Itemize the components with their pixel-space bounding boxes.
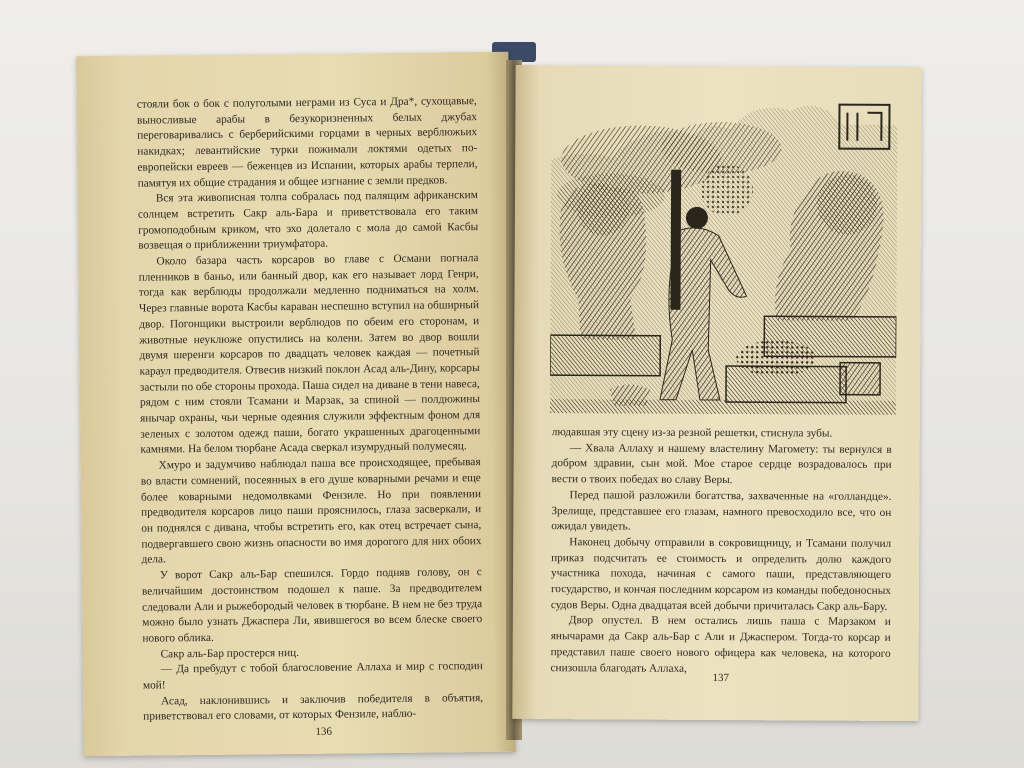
paragraph: стояли бок о бок с полуголыми неграми из Суса и Дра*, сухощавые, выносливые арабы в безукоризненных белых джубах переговаривались с берберийскими горцами в черных верблюжьих накидках; левантийские турки пожимали локтями одетых по-европейски евреев — беженцев из Испании, которых арабы терпели, памятуя их общие страдания и общее изгнание с земли предков. [136, 95, 478, 190]
page-number-left: 136 [315, 725, 332, 738]
engraving-illustration [550, 99, 898, 415]
paragraph: Перед пашой разложили богатства, захваченные на «голландце». Зрелище, представшее его глазам, намного превосходило все, что он ожидал увидеть. [551, 489, 892, 533]
paragraph: Двор опустел. В нем остались лишь паша с Марзаком и янычарами да Сакр аль-Бар с Али и Джаспером. Тогда-то корсар и представил паше своего нового офицера как человека, на которого снизошла благодать Аллаха, [550, 614, 891, 675]
paragraph: У ворот Сакр аль-Бар спешился. Гордо подняв голову, он с величайшим достоинством подошел к паше. За предводителем следовали Али и рыжебородый человек в тюрбане. В нем не без труда можно было узнать Джаспера Ли, явившегося во всем блеске своего нового облика. [141, 566, 483, 645]
paragraph: Хмуро и задумчиво наблюдал паша все происходящее, пребывая во власти сомнений, посеянных в его душе коварными речами и еще более коварными недомолвками Фензиле. Но при появлении предводителя корсаров лицо паши прояснилось, глаза засверкали, и он поднялся с дивана, чтобы встретить его, как отец встречает сына, подвергавшего свою жизнь опасности во имя дорогого для них обоих дела. [140, 456, 482, 567]
left-page [76, 52, 515, 756]
paragraph: Сакр аль-Бар простерся ниц. [160, 646, 300, 661]
paragraph: — Да пребудут с тобой благословение Аллаха и мир с господин мой! [142, 660, 483, 692]
paragraph: Наконец добычу отправили в сокровищницу, и Тсамани получил приказ подсчитать ее стоимость и определить долю каждого участника похода, начиная с самого паши, представляющего государство, и кончая последним корсаром из команды победоносных судов Веры. Одна двадцатая всей добычи причиталась Сакр аль-Бару. [550, 536, 892, 613]
left-page-text [137, 94, 484, 726]
right-page [512, 65, 921, 721]
right-page-text [551, 425, 892, 678]
page-number-right: 137 [712, 671, 730, 685]
paragraph: — Хвала Аллаху и нашему властелину Магомету: ты вернулся в добром здравии, сын мой. Мое старое сердце возрадовалось при вести о твоих победах во славу Веры. [551, 441, 892, 487]
paragraph: Асад, наклонившись и заключив победителя в объятия, приветствовал его словами, от которых Фензиле, наблю- [143, 691, 484, 724]
open-book [74, 40, 934, 758]
paragraph: людавшая эту сцену из-за резной решетки, стиснула зубы. [551, 426, 833, 440]
paragraph: Около базара часть корсаров во главе с Османи погнала пленников в баньо, или банный двор, как его называет лорд Генри, тогда как верблюды продолжали медленно подниматься на холм. Через главные ворота Касбы караван неспешно вступил на обширный двор. Погонщики выстроили верблюдов по обеим его сторонам, и животные неуклюже опустились на колени. Затем во двор вошли двумя шеренги корсаров по двадцать человек каждая — почетный караул предводителя. Отвесив низкий поклон Асад аль-Дину, корсары застыли по обе стороны прохода. Паша сидел на диване в тени навеса, рядом с ним стояли Тсамани и Марзак, за спиной — полдюжины янычар охраны, чьи черные одеяния служили эффектным фоном для зеленых с золотом одежд паши, богато украшенных драгоценными камнями. На белом тюрбане Асада сверкал изумрудный полумесяц. [138, 252, 481, 457]
paragraph: Вся эта живописная толпа собралась под палящим африканским солнцем встретить Сакр аль-Бара и приветствовала его таким громоподобным криком, что эхо долетало с мола до самой Касбы возвещая о приближении триумфатора. [137, 189, 479, 252]
